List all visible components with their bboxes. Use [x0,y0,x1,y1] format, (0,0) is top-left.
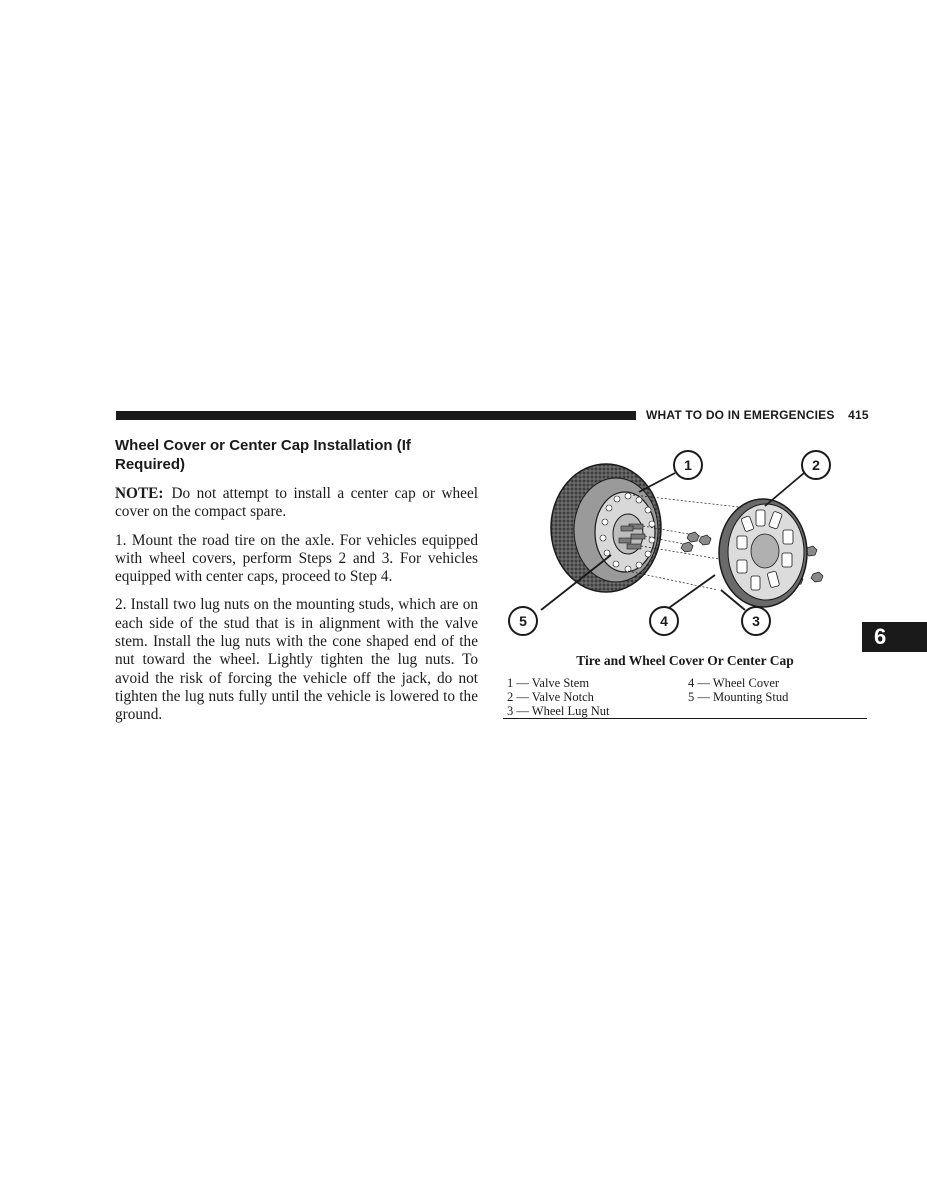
legend-item-2: 2 — Valve Notch [507,690,594,704]
callout-4: 4 [649,606,679,636]
legend-item-3: 3 — Wheel Lug Nut [507,704,610,718]
callout-2: 2 [801,450,831,480]
legend-item-4: 4 — Wheel Cover [688,676,780,690]
legend-item-5: 5 — Mounting Stud [688,690,789,704]
note-text: Do not attempt to install a center cap or wheel cover on the compact spare. [115,485,478,521]
note-paragraph [115,485,478,522]
callout-5: 5 [508,606,538,636]
callout-3: 3 [741,606,771,636]
chapter-tab: 6 [862,622,927,652]
tire-wheel-illustration [503,440,867,640]
section-title: Wheel Cover or Center Cap Installation (If Required) [115,437,411,473]
legend-divider [503,718,867,719]
page-number: 415 [848,408,869,422]
running-header [646,408,869,422]
legend-item-1: 1 — Valve Stem [507,676,590,690]
callout-1: 1 [673,450,703,480]
figure-caption: Tire and Wheel Cover Or Center Cap [576,653,794,668]
header-rule [116,411,636,420]
wheel-cover-center [751,534,779,568]
main-text-column [115,436,478,735]
step-1-paragraph: 1. Mount the road tire on the axle. For vehicles equipped with wheel covers, perform Steps 2 and 3. For vehicles equipped with center caps, proceed to Step 4. [115,531,478,586]
header-section-label: WHAT TO DO IN EMERGENCIES [646,408,835,422]
note-label: NOTE: [115,485,164,502]
step-2-paragraph: 2. Install two lug nuts on the mounting studs, which are on each side of the stud that is in alignment with the valve stem. Install the lug nuts with the cone shaped end of the nut toward the wheel. Lightly tighten the lug nuts. To avoid the risk of forcing the vehicle off the jack, do not tighten the lug nuts fully until the vehicle is lowered to the ground. [115,596,478,724]
